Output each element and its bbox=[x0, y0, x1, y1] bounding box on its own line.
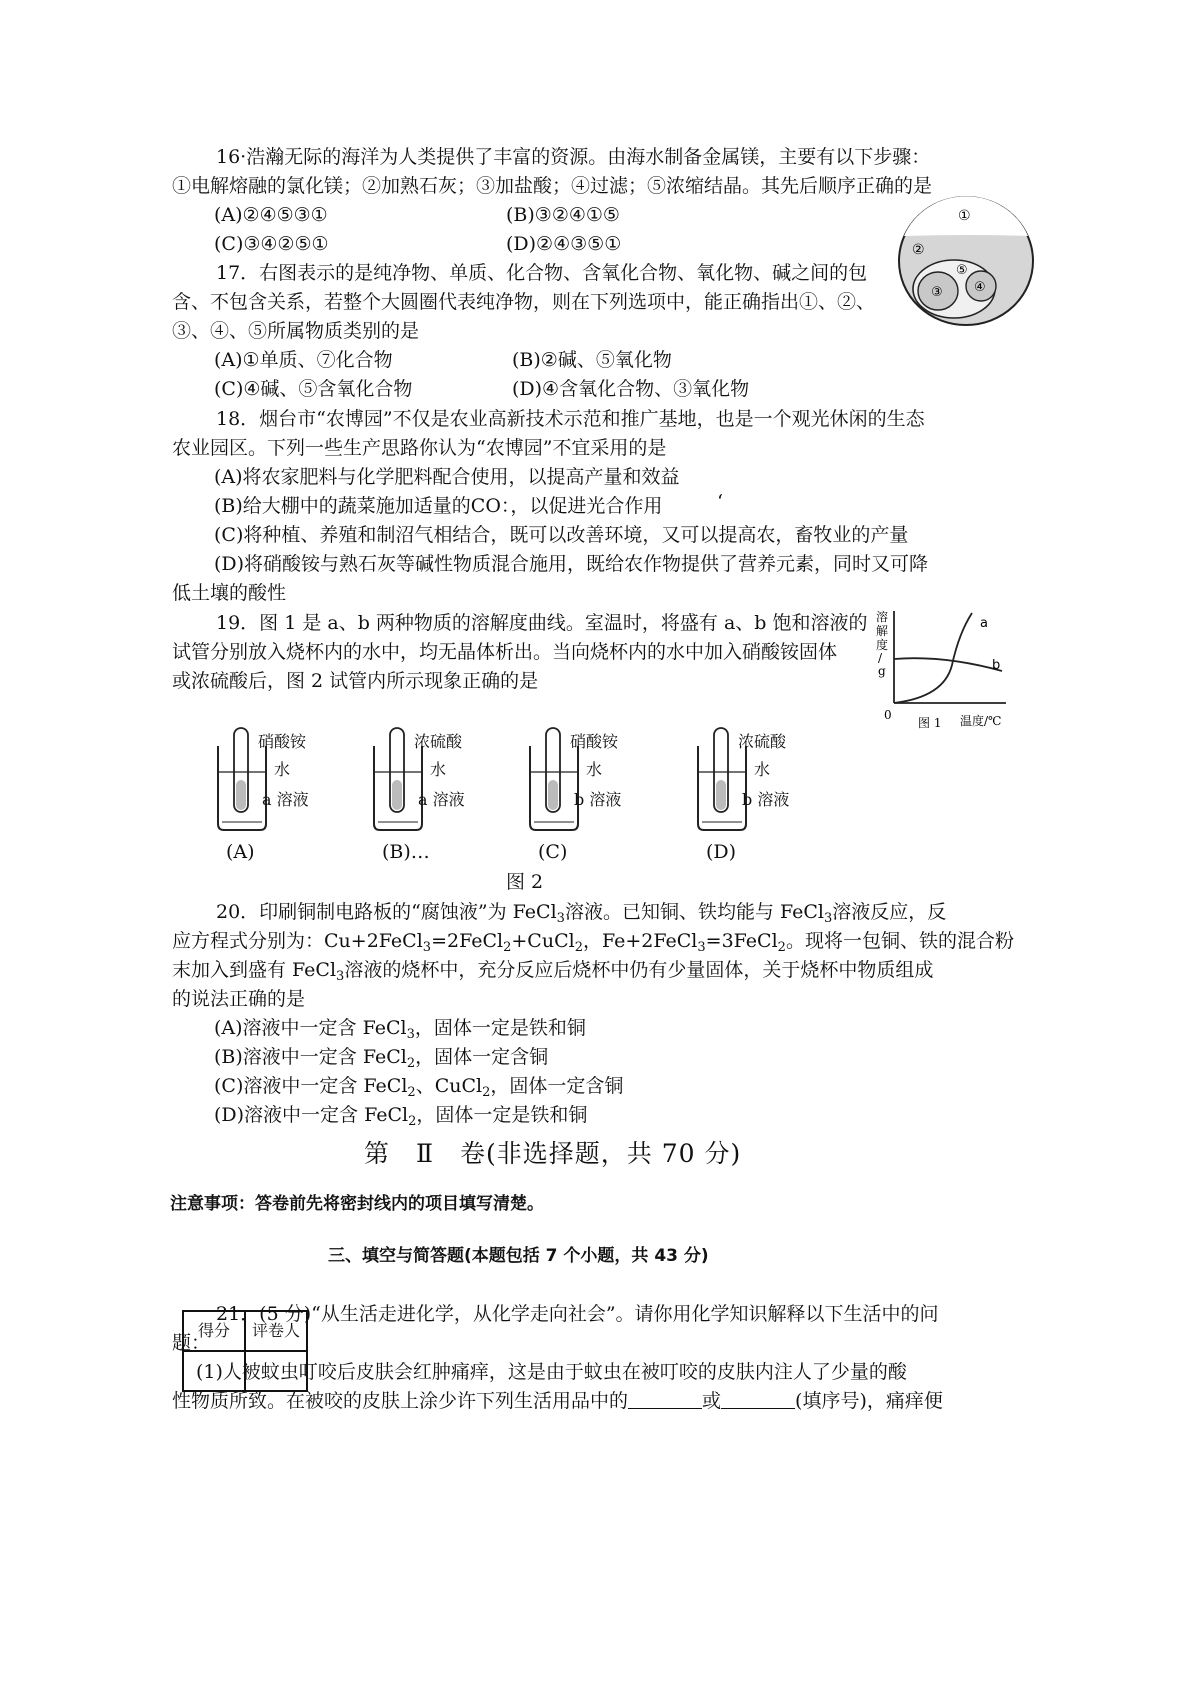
q16-option-d: (D)②④③⑤① bbox=[506, 233, 622, 255]
circle-label-5: ⑤ bbox=[956, 263, 968, 278]
beaker-option-label: (A) bbox=[226, 841, 255, 863]
fig1-ylabel-1: 溶 bbox=[876, 610, 889, 624]
q17-stem-line3: ③、④、⑤所属物质类别的是 bbox=[172, 320, 420, 342]
q18-stem-line2: 农业园区。下列一些生产思路你认为“农博园”不宜采用的是 bbox=[172, 437, 667, 459]
beaker-solution-label: b 溶液 bbox=[742, 790, 790, 809]
beaker-option-label: (C) bbox=[538, 841, 568, 863]
circle-label-4: ④ bbox=[974, 280, 986, 295]
q17-option-a: (A)①单质、⑦化合物 bbox=[214, 349, 393, 371]
curve-b bbox=[894, 658, 1002, 671]
curve-b-label: b bbox=[992, 658, 1001, 673]
classification-circle-diagram bbox=[896, 194, 1036, 328]
answer-blank-1[interactable] bbox=[628, 1390, 702, 1409]
beaker-water-label: 水 bbox=[274, 760, 291, 779]
circle-label-2: ② bbox=[912, 242, 925, 258]
fig1-caption: 图 1 bbox=[918, 716, 942, 730]
beaker-water-label: 水 bbox=[586, 760, 603, 779]
beaker-reagent-label: 硝酸铵 bbox=[258, 732, 307, 751]
grader-label: 评卷人 bbox=[245, 1311, 307, 1351]
q21-item1-line2: 性物质所致。在被咬的皮肤上涂少许下列生活用品中的 或 (填序号)，痛痒便 bbox=[172, 1390, 943, 1412]
q16-option-a: (A)②④⑤③① bbox=[214, 204, 328, 226]
q17-stem-line1: 17．右图表示的是纯净物、单质、化合物、含氧化合物、氧化物、碱之间的包 bbox=[216, 262, 868, 284]
part2-title: 第 Ⅱ 卷(非选择题，共 70 分) bbox=[364, 1139, 742, 1168]
beaker-solution-label: a 溶液 bbox=[262, 790, 309, 809]
q18-option-d-line1: (D)将硝酸铵与熟石灰等碱性物质混合施用，既给农作物提供了营养元素，同时又可降 bbox=[214, 553, 929, 575]
q16-option-c: (C)③④②⑤① bbox=[214, 233, 329, 255]
beaker-option-label: (D) bbox=[706, 841, 737, 863]
q21-stem-line1: 21．(5 分)“从生活走进化学，从化学走向社会”。请你用化学知识解释以下生活中的问 bbox=[216, 1303, 939, 1325]
fig1-ylabel-4: / bbox=[878, 651, 883, 665]
fig1-origin: 0 bbox=[884, 708, 892, 722]
q20-option-c: (C)溶液中一定含 FeCl$_2$、CuCl$_2$，固体一定含铜 bbox=[214, 1075, 624, 1100]
beaker-reagent-label: 浓硫酸 bbox=[414, 732, 463, 751]
q20-stem-line2: 应方程式分别为：Cu+2FeCl$_3$=2FeCl$_2$+CuCl$_2$，Fe+2FeCl$_3$=3FeCl$_2$。现将一包铜、铁的混合粉 bbox=[172, 930, 1014, 955]
fig1-ylabel-3: 度 bbox=[876, 638, 889, 652]
q20-option-b: (B)溶液中一定含 FeCl$_2$，固体一定含铜 bbox=[214, 1046, 549, 1071]
q18-stem-line1: 18．烟台市“农博园”不仅是农业高新技术示范和推广基地，也是一个观光休闲的生态 bbox=[216, 408, 925, 430]
q18-option-d-line2: 低土壤的酸性 bbox=[172, 582, 287, 604]
q20-stem-line1: 20．印刷铜制电路板的“腐蚀液”为 FeCl$_3$溶液。已知铜、铁均能与 FeCl$_3$溶液反应，反 bbox=[216, 901, 947, 926]
beaker-reagent-label: 硝酸铵 bbox=[570, 732, 619, 751]
q20-option-a: (A)溶液中一定含 FeCl$_3$，固体一定是铁和铜 bbox=[214, 1017, 586, 1042]
q21-item1-line1: (1)人被蚊虫叮咬后皮肤会红肿痛痒，这是由于蚊虫在被叮咬的皮肤内注人了少量的酸 bbox=[196, 1361, 907, 1383]
q18-option-b: (B)给大棚中的蔬菜施加适量的CO：，以促进光合作用 bbox=[214, 495, 663, 517]
score-label: 得分 bbox=[183, 1311, 245, 1351]
circle-label-3: ③ bbox=[931, 285, 943, 300]
q20-stem-line4: 的说法正确的是 bbox=[172, 988, 306, 1010]
q16-option-b: (B)③②④①⑤ bbox=[506, 204, 620, 226]
q17-stem-line2: 含、不包含关系，若整个大圆圈代表纯净物，则在下列选项中，能正确指出①、②、 bbox=[172, 291, 876, 313]
beaker-water-label: 水 bbox=[754, 760, 771, 779]
q19-stem-line2: 试管分别放入烧杯内的水中，均无晶体析出。当向烧杯内的水中加入硝酸铵固体 bbox=[172, 641, 838, 663]
beaker-solution-label: a 溶液 bbox=[418, 790, 465, 809]
fig1-ylabel-5: g bbox=[878, 664, 886, 678]
q19-stem-line3: 或浓硫酸后，图 2 试管内所示现象正确的是 bbox=[172, 670, 539, 692]
circle-label-1: ① bbox=[958, 208, 971, 224]
fig1-ylabel-2: 解 bbox=[876, 624, 889, 638]
beaker-water-label: 水 bbox=[430, 760, 447, 779]
answer-blank-2[interactable] bbox=[721, 1390, 795, 1409]
q17-option-d: (D)④含氧化合物、③氧化物 bbox=[512, 378, 750, 400]
q19-stem-line1: 19．图 1 是 a、b 两种物质的溶解度曲线。室温时，将盛有 a、b 饱和溶液的 bbox=[216, 612, 868, 634]
q20-option-d: (D)溶液中一定含 FeCl$_2$，固体一定是铁和铜 bbox=[214, 1104, 588, 1129]
beaker-reagent-label: 浓硫酸 bbox=[738, 732, 787, 751]
q16-stem-line1: 16·浩瀚无际的海洋为人类提供了丰富的资源。由海水制备金属镁，主要有以下步骤： bbox=[216, 146, 931, 168]
q20-stem-line3: 末加入到盛有 FeCl$_3$溶液的烧杯中，充分反应后烧杯中仍有少量固体，关于烧杯中物质组成 bbox=[172, 959, 934, 984]
q18-option-a: (A)将农家肥料与化学肥料配合使用，以提高产量和效益 bbox=[214, 466, 680, 488]
fig2-caption: 图 2 bbox=[506, 871, 544, 893]
q18-stray-mark: ‘ bbox=[717, 491, 724, 513]
q17-option-c: (C)④碱、⑤含氧化合物 bbox=[214, 378, 413, 400]
q16-stem-line2: ①电解熔融的氯化镁；②加熟石灰；③加盐酸；④过滤；⑤浓缩结晶。其先后顺序正确的是 bbox=[172, 175, 933, 197]
q21-stem-line2: 题： bbox=[172, 1332, 211, 1354]
part2-note: 注意事项：答卷前先将密封线内的项目填写清楚。 bbox=[170, 1194, 544, 1214]
beaker-solution-label: b 溶液 bbox=[574, 790, 622, 809]
section3-heading: 三、填空与简答题(本题包括 7 个小题，共 43 分) bbox=[328, 1246, 709, 1266]
fig1-xlabel: 温度/℃ bbox=[960, 714, 1002, 728]
solubility-curve-figure bbox=[874, 605, 1046, 745]
q17-option-b: (B)②碱、⑤氧化物 bbox=[512, 349, 672, 371]
beaker-option-label: (B)… bbox=[382, 841, 430, 863]
curve-a-label: a bbox=[980, 616, 988, 631]
q18-option-c: (C)将种植、养殖和制沼气相结合，既可以改善环境，又可以提高农，畜牧业的产量 bbox=[214, 524, 909, 546]
